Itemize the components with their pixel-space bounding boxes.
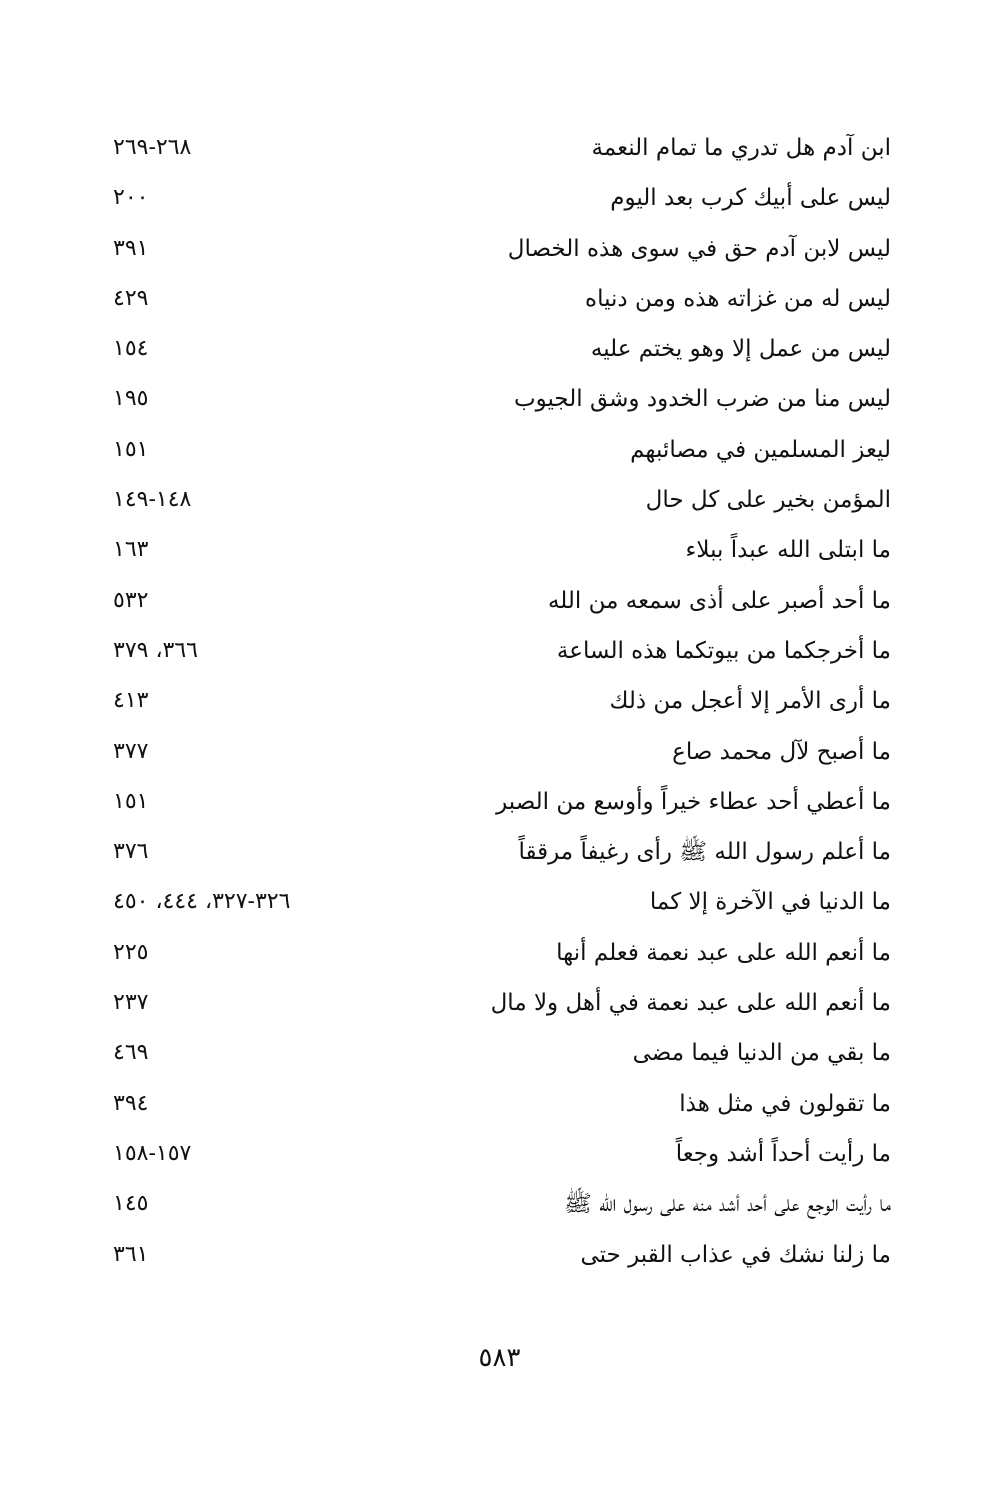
hadith-text: ما رأيت الوجع على أحد أشد منه على رسول الله ﷺ xyxy=(564,1191,891,1218)
page-references: ١٥٤ xyxy=(113,336,149,362)
index-entry xyxy=(0,426,999,476)
page-references: ٣٩١ xyxy=(113,235,149,261)
page-references: ٣٩٤ xyxy=(113,1090,149,1116)
page-references: ٣٦٦، ٣٧٩ xyxy=(113,637,198,663)
index-entry xyxy=(0,375,999,425)
index-entry xyxy=(0,778,999,828)
index-entry xyxy=(0,677,999,727)
hadith-text: ليس على أبيك كرب بعد اليوم xyxy=(610,185,891,212)
index-entry xyxy=(0,1180,999,1230)
index-entry xyxy=(0,728,999,778)
page-references: ١٥١ xyxy=(113,436,149,462)
page-references: ٣٧٧ xyxy=(113,738,149,764)
page-references: ٣٧٦ xyxy=(113,839,149,865)
hadith-text: ما أعلم رسول الله ﷺ رأى رغيفاً مرققاً xyxy=(518,839,891,866)
index-entry xyxy=(0,476,999,526)
hadith-text: ليس من عمل إلا وهو يختم عليه xyxy=(590,336,891,363)
page-references: ٣٦١ xyxy=(113,1241,149,1267)
page-references: ٥٣٢ xyxy=(113,587,149,613)
index-list xyxy=(0,124,999,1281)
page-references: ٤٦٩ xyxy=(113,1040,149,1066)
page-references: ٤٢٩ xyxy=(113,285,149,311)
page-references: ٣٢٦-٣٢٧، ٤٤٤، ٤٥٠ xyxy=(113,889,291,915)
hadith-text: ما أحد أصبر على أذى سمعه من الله xyxy=(547,587,891,614)
page-references: ٢٠٠ xyxy=(113,185,149,211)
page-references: ١٤٥ xyxy=(113,1191,149,1217)
hadith-text: ما الدنيا في الآخرة إلا كما xyxy=(649,889,891,916)
hadith-text: ليس له من غزاته هذه ومن دنياه xyxy=(585,285,891,312)
index-entry xyxy=(0,1130,999,1180)
hadith-text: ما أخرجكما من بيوتكما هذه الساعة xyxy=(556,637,891,664)
hadith-text: ما زلنا نشك في عذاب القبر حتى xyxy=(580,1241,891,1268)
page-references: ٤١٣ xyxy=(113,688,149,714)
hadith-text: ما أعطي أحد عطاء خيراً وأوسع من الصبر xyxy=(496,788,891,815)
page-references: ١٦٣ xyxy=(113,537,149,563)
page-number: ٥٨٣ xyxy=(478,1343,521,1373)
page-references: ١٥١ xyxy=(113,788,149,814)
index-entry xyxy=(0,1080,999,1130)
index-entry xyxy=(0,828,999,878)
index-entry xyxy=(0,1231,999,1281)
hadith-text: ليس منا من ضرب الخدود وشق الجيوب xyxy=(513,386,891,413)
index-entry xyxy=(0,526,999,576)
index-entry xyxy=(0,174,999,224)
hadith-text: ما أنعم الله على عبد نعمة في أهل ولا مال xyxy=(490,990,891,1017)
index-entry xyxy=(0,577,999,627)
index-entry xyxy=(0,275,999,325)
page-references: ٢٢٥ xyxy=(113,939,149,965)
index-entry xyxy=(0,929,999,979)
index-entry xyxy=(0,627,999,677)
hadith-text: ما أصبح لآل محمد صاع xyxy=(672,738,891,765)
hadith-text: ما تقولون في مثل هذا xyxy=(679,1090,891,1117)
index-entry xyxy=(0,124,999,174)
index-entry xyxy=(0,225,999,275)
page-references: ٢٦٨-٢٦٩ xyxy=(113,135,192,160)
hadith-text: ما ابتلى الله عبداً ببلاء xyxy=(685,537,891,564)
hadith-text: المؤمن بخير على كل حال xyxy=(645,487,891,514)
hadith-text: ليعز المسلمين في مصائبهم xyxy=(630,436,891,463)
index-entry xyxy=(0,325,999,375)
hadith-text: ما أنعم الله على عبد نعمة فعلم أنها xyxy=(556,939,891,966)
index-entry xyxy=(0,979,999,1029)
hadith-text: ابن آدم هل تدري ما تمام النعمة xyxy=(591,135,891,161)
index-entry xyxy=(0,1029,999,1079)
page-references: ٢٣٧ xyxy=(113,990,149,1016)
hadith-text: ليس لابن آدم حق في سوى هذه الخصال xyxy=(507,235,891,262)
hadith-text: ما رأيت أحداً أشد وجعاً xyxy=(675,1140,891,1167)
page-references: ١٩٥ xyxy=(113,386,149,412)
hadith-text: ما أرى الأمر إلا أعجل من ذلك xyxy=(609,688,891,715)
page-references: ١٥٧-١٥٨ xyxy=(113,1140,192,1166)
hadith-text: ما بقي من الدنيا فيما مضى xyxy=(632,1040,891,1067)
index-entry xyxy=(0,878,999,928)
page-references: ١٤٨-١٤٩ xyxy=(113,487,192,513)
